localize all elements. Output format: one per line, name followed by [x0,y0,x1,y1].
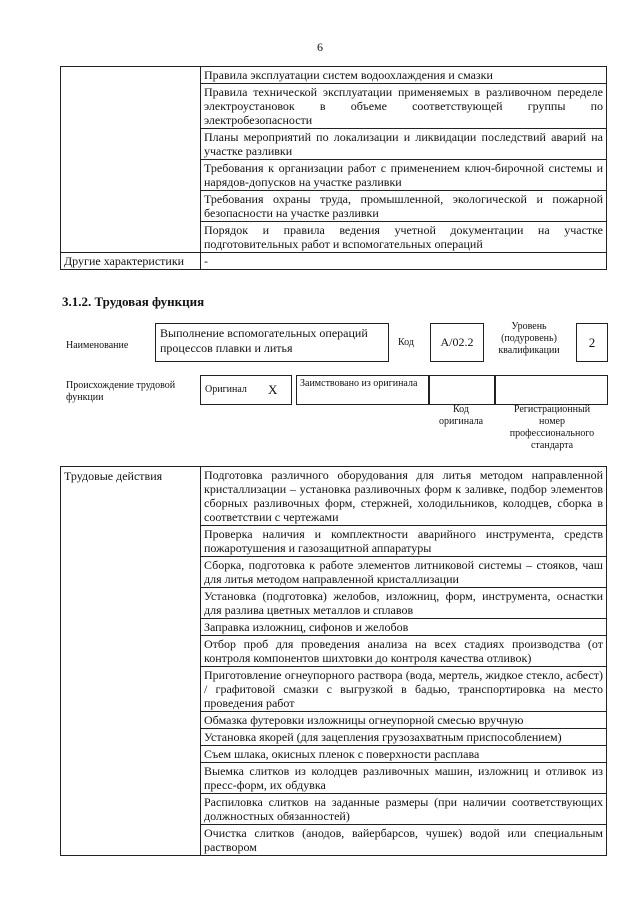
labor-action: Отбор проб для проведения анализа на всех стадиях производства (от контроля компонентов шихтовки до контроля качества отливок) [201,636,607,667]
labor-action: Подготовка различного оборудования для литья методом направленной кристаллизации – установка разливочных форм к заливке, подбор элементов сборных разливочных форм, стержней, холодильников, колодцев, сборка в соответствии с чертежами [201,467,607,526]
reg-caption: Регистрационный номер профессионального стандарта [509,404,595,451]
labor-action: Съем шлака, окисных пленок с поверхности расплава [201,746,607,763]
table-cell-empty [61,191,201,222]
table-cell: Требования к организации работ с применением ключ-бирочной системы и нарядов-допусков на участке разливки [201,160,607,191]
labor-action: Проверка наличия и комплектности аварийного инструмента, средств пожаротушения и газозащитной аппаратуры [201,526,607,557]
table-cell: Требования охраны труда, промышленной, экологической и пожарной безопасности на участке разливки [201,191,607,222]
labor-action: Выемка слитков из колодцев разливочных машин, изложниц и отливок из пресс-форм, их обдувка [201,763,607,794]
table-cell: Правила технической эксплуатации применяемых в разливочном переделе электроустановок в объеме соответствующей группы по электробезопасности [201,84,607,129]
table-row [61,129,607,160]
level-value: 2 [588,335,596,350]
level-label: Уровень (подуровень) квалификации [498,321,560,356]
table-cell: Правила эксплуатации систем водоохлаждения и смазки [201,67,607,84]
origin-label: Происхождение трудовой функции [66,380,176,403]
original-mark: X [268,382,278,397]
table-row [61,467,607,526]
table-cell-empty [61,160,201,191]
original-box [200,375,292,405]
table-cell-empty [61,67,201,84]
borrowed-label: Заимствовано из оригинала [300,378,418,389]
origin-code-box [428,375,496,405]
other-characteristics-value: - [201,253,607,270]
table-row [61,67,607,84]
borrowed-box [296,375,430,405]
table-cell-empty [61,84,201,129]
table-cell: Планы мероприятий по локализации и ликвидации последствий аварий на участке разливки [201,129,607,160]
labor-action: Сборка, подготовка к работе элементов литниковой системы – стояков, чаш для литья методом направленной кристаллизации [201,557,607,588]
labor-action: Распиловка слитков на заданные размеры (при наличии соответствующих должностных обязанностей) [201,794,607,825]
code-caption: Код оригинала [438,404,484,427]
table-row [61,84,607,129]
name-box [155,323,389,362]
labor-actions-table [60,466,607,856]
table-row [61,222,607,253]
function-name: Выполнение вспомогательных операций процессов плавки и литья [160,326,368,355]
knowledge-table [60,66,607,270]
function-code: А/02.2 [440,335,474,349]
labor-action: Заправка изложниц, сифонов и желобов [201,619,607,636]
other-characteristics-label: Другие характеристики [61,253,201,270]
table-row [61,191,607,222]
labor-actions-label: Трудовые действия [61,467,201,856]
original-label: Оригинал [205,384,247,395]
labor-action: Установка (подготовка) желобов, изложниц, форм, инструмента, оснастки для разлива цветных металлов и сплавов [201,588,607,619]
name-label: Наименование [66,340,129,351]
code-box [430,323,484,362]
labor-action: Очистка слитков (анодов, вайербарсов, чушек) водой или специальным раствором [201,825,607,856]
table-cell: Порядок и правила ведения учетной документации на участке подготовительных работ и вспомогательных операций [201,222,607,253]
level-box [576,323,608,362]
table-row [61,160,607,191]
page-number: 6 [317,40,323,54]
code-label: Код [398,337,414,348]
labor-action: Приготовление огнеупорного раствора (вода, мертель, жидкое стекло, асбест) / графитовой смазки с выгрузкой в бадью, транспортировка на место проведения работ [201,667,607,712]
section-title: 3.1.2. Трудовая функция [62,294,205,309]
table-row [61,253,607,270]
labor-action: Обмазка футеровки изложницы огнеупорной смесью вручную [201,712,607,729]
reg-number-box [494,375,608,405]
labor-action: Установка якорей (для зацепления грузозахватным приспособлением) [201,729,607,746]
table-cell-empty [61,129,201,160]
table-cell-empty [61,222,201,253]
